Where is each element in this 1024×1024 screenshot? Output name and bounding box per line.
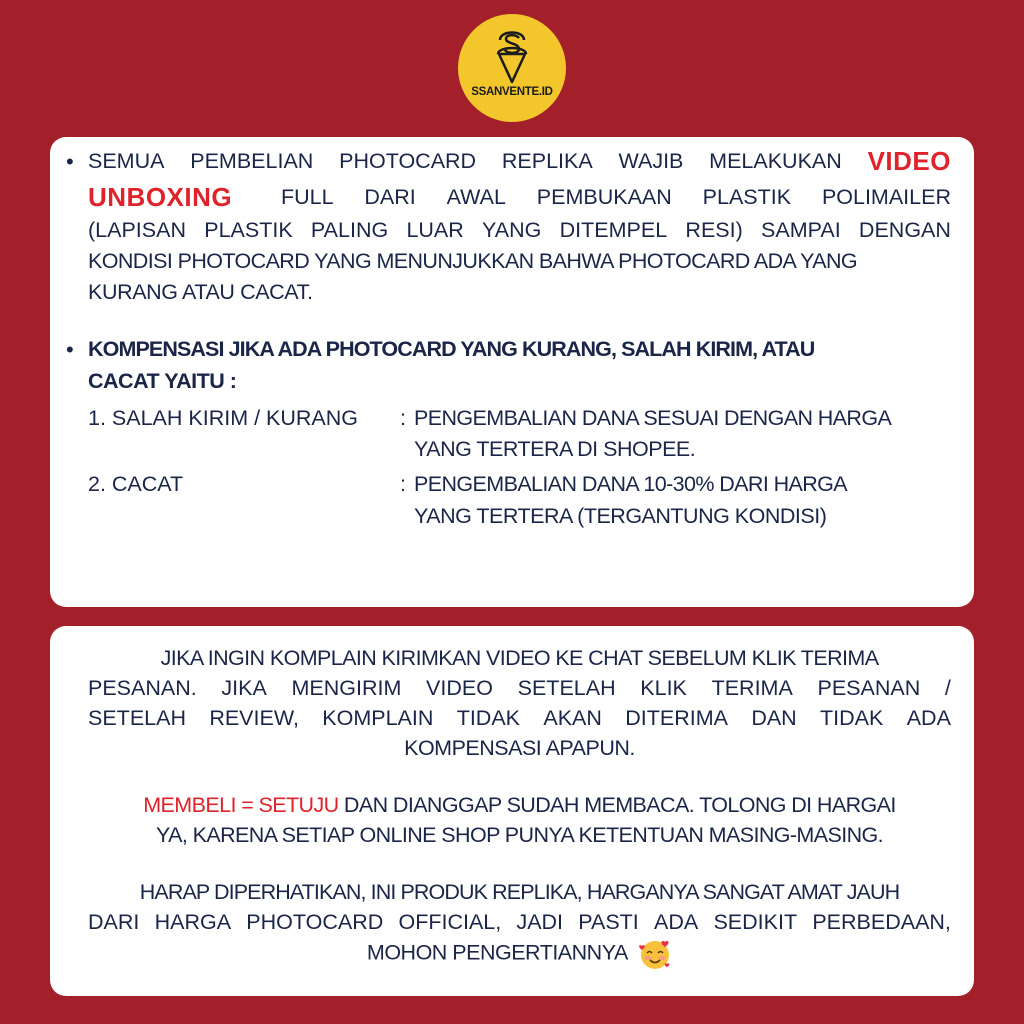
ice-cream-cone-s-icon xyxy=(494,26,530,86)
word: / xyxy=(944,676,951,700)
word: JIKA xyxy=(221,676,267,700)
compensation-item-value: PENGEMBALIAN DANA SESUAI DENGAN HARGA xyxy=(414,406,892,430)
word: SETELAH xyxy=(517,676,616,700)
word: PERBEDAAN, xyxy=(812,910,951,934)
word: DITEMPEL xyxy=(559,218,668,242)
word: RESI) xyxy=(685,218,743,242)
word: DARI xyxy=(88,910,140,934)
c1-line2 xyxy=(88,673,951,704)
word: MENGIRIM xyxy=(291,676,402,700)
p2-line1: KOMPENSASI JIKA ADA PHOTOCARD YANG KURANG, SALAH KIRIM, ATAU xyxy=(88,337,815,361)
c3-line2 xyxy=(88,907,951,938)
word: SETELAH xyxy=(88,706,186,730)
c1-line4: KOMPENSASI APAPUN. xyxy=(404,736,635,760)
c3-line3-text: MOHON PENGERTIANNYA xyxy=(366,940,627,965)
word: PEMBUKAAN xyxy=(536,185,672,209)
word: FULL xyxy=(280,185,334,209)
word: ADA xyxy=(906,706,951,730)
word: DENGAN xyxy=(858,218,951,242)
word: AKAN xyxy=(543,706,602,730)
c2-line1-rest: DAN DIANGGAP SUDAH MEMBACA. TOLONG DI HARGAI xyxy=(343,793,896,817)
p1-line4: KONDISI PHOTOCARD YANG MENUNJUKKAN BAHWA PHOTOCARD ADA YANG xyxy=(88,249,858,273)
word: TERIMA xyxy=(711,676,793,700)
word: LUAR xyxy=(406,218,464,242)
smiling-face-with-hearts-icon xyxy=(638,937,672,971)
p1-line2 xyxy=(88,182,951,213)
bullet: • xyxy=(66,149,74,174)
word: PALING xyxy=(310,218,389,242)
compensation-item-label: 1. SALAH KIRIM / KURANG xyxy=(88,406,359,430)
c2-line2: YA, KARENA SETIAP ONLINE SHOP PUNYA KETENTUAN MASING-MASING. xyxy=(155,823,884,847)
word: MELAKUKAN xyxy=(709,149,842,173)
word: (LAPISAN xyxy=(88,218,186,242)
word: YANG xyxy=(482,218,542,242)
c2-line1 xyxy=(88,790,951,821)
word: PASTI xyxy=(578,910,639,934)
word: TIDAK xyxy=(456,706,521,730)
word: SAMPAI xyxy=(761,218,841,242)
word: OFFICIAL, xyxy=(398,910,502,934)
word: SEMUA xyxy=(88,149,165,173)
p1-line3 xyxy=(88,215,951,246)
highlight-unboxing: UNBOXING xyxy=(88,182,233,212)
word: PHOTOCARD xyxy=(246,910,384,934)
compensation-item-value: PENGEMBALIAN DANA 10-30% DARI HARGA xyxy=(414,472,848,496)
brand-name: SSANVENTE.ID xyxy=(471,86,553,98)
word: REVIEW, xyxy=(209,706,299,730)
compensation-item-value: YANG TERTERA (TERGANTUNG KONDISI) xyxy=(414,504,827,528)
brand-logo xyxy=(458,14,566,122)
c1-line1: JIKA INGIN KOMPLAIN KIRIMKAN VIDEO KE CHAT SEBELUM KLIK TERIMA xyxy=(160,646,879,670)
word: JADI xyxy=(516,910,564,934)
word: DARI xyxy=(364,185,416,209)
word: HARGA xyxy=(154,910,232,934)
word: PLASTIK xyxy=(204,218,293,242)
highlight-video: VIDEO xyxy=(867,146,951,176)
word: PESANAN. xyxy=(88,676,197,700)
compensation-separator: : xyxy=(400,472,406,496)
p1-line1 xyxy=(88,146,951,177)
word: REPLIKA xyxy=(501,149,593,173)
compensation-item-value: YANG TERTERA DI SHOPEE. xyxy=(414,437,696,461)
word: WAJIB xyxy=(618,149,684,173)
p2-line2: CACAT YAITU : xyxy=(88,369,237,393)
compensation-item-label: 2. CACAT xyxy=(88,472,184,496)
word: DITERIMA xyxy=(625,706,728,730)
word: SEDIKIT xyxy=(713,910,798,934)
word: DAN xyxy=(751,706,797,730)
p1-line5: KURANG ATAU CACAT. xyxy=(88,280,313,304)
word: PHOTOCARD xyxy=(339,149,477,173)
word: PLASTIK xyxy=(702,185,792,209)
word: KOMPLAIN xyxy=(322,706,434,730)
c1-line3 xyxy=(88,703,951,734)
c3-line1: HARAP DIPERHATIKAN, INI PRODUK REPLIKA, HARGANYA SANGAT AMAT JAUH xyxy=(139,880,900,904)
bullet: • xyxy=(66,337,74,362)
c3-line3 xyxy=(88,937,951,971)
word: KLIK xyxy=(640,676,687,700)
word: PEMBELIAN xyxy=(190,149,314,173)
compensation-separator: : xyxy=(400,406,406,430)
agreement-highlight: MEMBELI = SETUJU xyxy=(143,793,339,817)
word: TIDAK xyxy=(820,706,884,730)
word: PESANAN xyxy=(817,676,921,700)
word: ADA xyxy=(654,910,699,934)
word: AWAL xyxy=(446,185,506,209)
word: VIDEO xyxy=(426,676,493,700)
word: POLIMAILER xyxy=(821,185,951,209)
